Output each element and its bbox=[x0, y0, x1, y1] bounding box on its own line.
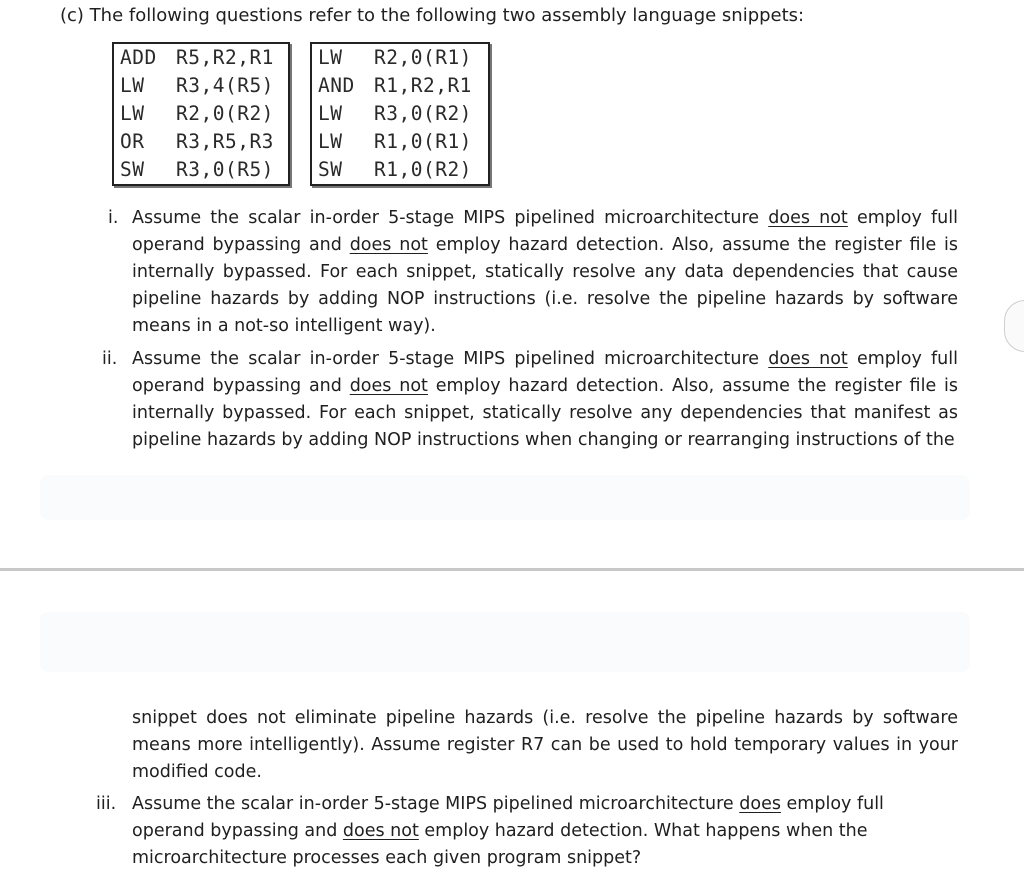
text-run: employ full operand bypassing and bbox=[132, 208, 958, 255]
emphasis-underline: does not bbox=[342, 821, 419, 841]
operands: R3,4(R5) bbox=[176, 74, 274, 97]
snippet-b-box bbox=[310, 42, 490, 186]
page-gap-divider bbox=[0, 568, 1024, 571]
operands: R3,0(R5) bbox=[176, 158, 274, 181]
code-line bbox=[312, 100, 488, 128]
question-heading: (c) The following questions refer to the following two assembly language snippets: bbox=[60, 5, 805, 26]
text-run: employ hazard detection. Also, assume the register file is internally bypassed. For each snippet, statically resolve any dependencies that manifest as pipeline hazards by adding NOP instructions when changing or rearranging instructions of the bbox=[132, 376, 959, 450]
snippet-a-box bbox=[112, 42, 290, 186]
opcode: LW bbox=[120, 74, 145, 97]
part-i-text bbox=[132, 205, 958, 340]
part-ii-marker: ii. bbox=[102, 349, 118, 369]
operands: R5,R2,R1 bbox=[176, 46, 274, 69]
operands: R3,0(R2) bbox=[374, 102, 472, 125]
operands: R1,0(R2) bbox=[374, 158, 472, 181]
code-line bbox=[114, 156, 288, 184]
opcode: SW bbox=[120, 158, 145, 181]
text-run: employ hazard detection. Also, assume the register file is internally bypassed. For each snippet, statically resolve any data dependencies that cause pipeline hazards by adding NOP instructions (i.e. resolve the pipeline hazards by software means in a not-so intelligent way). bbox=[132, 235, 959, 336]
operands: R2,0(R1) bbox=[374, 46, 472, 69]
text-run: employ full operand bypassing and bbox=[132, 349, 958, 396]
text-run: Assume the scalar in-order 5-stage MIPS pipelined microarchitecture bbox=[132, 349, 769, 369]
part-iii-marker: iii. bbox=[96, 794, 117, 814]
side-scroll-tab[interactable] bbox=[1004, 300, 1024, 352]
opcode: LW bbox=[318, 130, 343, 153]
emphasis-underline: does bbox=[739, 794, 781, 814]
opcode: AND bbox=[318, 74, 355, 97]
code-line bbox=[312, 156, 488, 184]
emphasis-underline: does not bbox=[349, 235, 428, 255]
code-line bbox=[114, 44, 288, 72]
part-ii-continuation: snippet does not eliminate pipeline hazards (i.e. resolve the pipeline hazards by software means more intelligently). Assume register R7 can be used to hold temporary values in your modified code. bbox=[132, 708, 958, 782]
code-line bbox=[114, 100, 288, 128]
text-run: employ hazard detection. What happens when the microarchitecture processes each given program snippet? bbox=[132, 821, 868, 868]
part-ii-text bbox=[132, 346, 958, 454]
code-line bbox=[114, 128, 288, 156]
opcode: SW bbox=[318, 158, 343, 181]
code-line bbox=[312, 44, 488, 72]
opcode: LW bbox=[318, 102, 343, 125]
opcode: LW bbox=[120, 102, 145, 125]
opcode: OR bbox=[120, 130, 145, 153]
emphasis-underline: does not bbox=[768, 208, 848, 228]
blurred-region bbox=[40, 475, 970, 520]
opcode: ADD bbox=[120, 46, 157, 69]
emphasis-underline: does not bbox=[349, 376, 428, 396]
operands: R1,R2,R1 bbox=[374, 74, 472, 97]
operands: R3,R5,R3 bbox=[176, 130, 274, 153]
text-run: employ full operand bypassing and bbox=[132, 794, 884, 841]
operands: R2,0(R2) bbox=[176, 102, 274, 125]
part-i-marker: i. bbox=[108, 208, 119, 228]
code-line bbox=[312, 128, 488, 156]
emphasis-underline: does not bbox=[768, 349, 848, 369]
text-run: Assume the scalar in-order 5-stage MIPS pipelined microarchitecture bbox=[132, 794, 740, 814]
part-iii-text bbox=[132, 791, 958, 872]
code-line bbox=[114, 72, 288, 100]
opcode: LW bbox=[318, 46, 343, 69]
code-line bbox=[312, 72, 488, 100]
operands: R1,0(R1) bbox=[374, 130, 472, 153]
text-run: Assume the scalar in-order 5-stage MIPS pipelined microarchitecture bbox=[132, 208, 769, 228]
blurred-region bbox=[40, 612, 970, 672]
